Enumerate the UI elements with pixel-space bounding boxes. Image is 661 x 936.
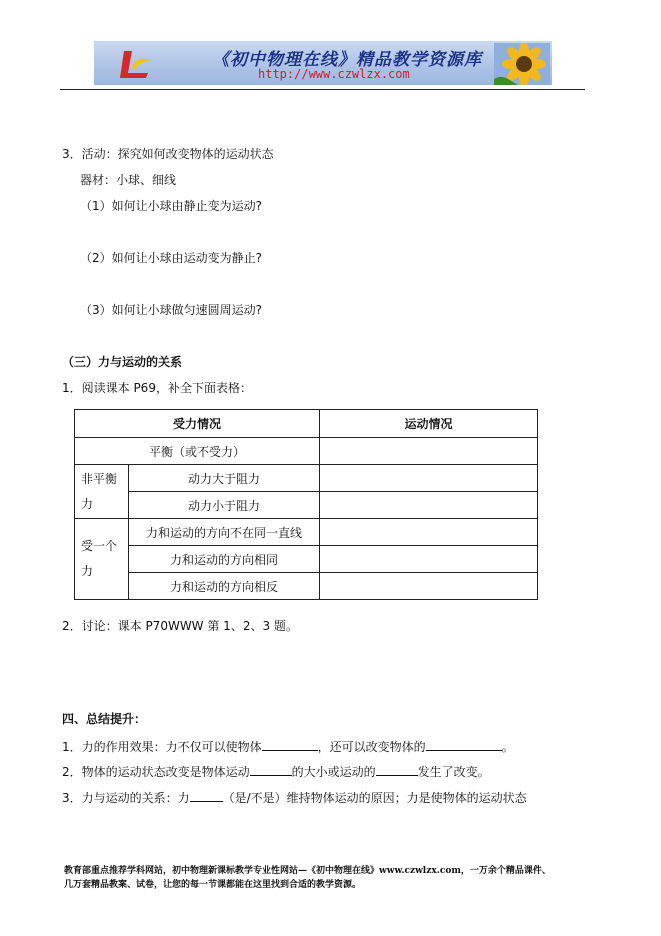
footer-line-2: 几万套精品教案、试卷，让您的每一节课都能在这里找到合适的教学资源。 (64, 880, 362, 890)
activity-question-3: （3）如何让小球做匀速圆周运动? (80, 303, 263, 317)
blank-field[interactable] (376, 764, 418, 776)
blank-field[interactable] (190, 790, 223, 802)
site-logo-icon (118, 49, 152, 79)
banner-title: 《初中物理在线》精品教学资源库 (212, 50, 482, 70)
group-label-unbalanced: 非平衡力 (75, 465, 129, 519)
table-row (75, 465, 538, 492)
blank-field[interactable] (262, 739, 318, 751)
banner-url: http://www.czwlzx.com (258, 67, 410, 81)
answer-cell[interactable] (320, 519, 538, 546)
col-header-force: 受力情况 (75, 410, 320, 438)
summary-3-text-b: （是/不是）维持物体运动的原因；力是使物体的运动状态 (222, 791, 527, 805)
summary-line-2 (62, 764, 490, 779)
row-label-single-1: 力和运动的方向不在同一直线 (129, 519, 320, 546)
summary-3-text-a: 3．力与运动的关系：力 (62, 791, 190, 805)
section-title-summary: 四、总结提升： (62, 712, 147, 726)
section3-item-2: 2．讨论：课本 P70WWW 第 1、2、3 题。 (62, 619, 298, 633)
activity-heading: 3．活动：探究如何改变物体的运动状态 (62, 147, 274, 161)
answer-cell[interactable] (320, 492, 538, 519)
blank-field[interactable] (426, 739, 502, 751)
summary-1-text-a: 1．力的作用效果：力不仅可以使物体 (62, 740, 262, 754)
row-label-single-2: 力和运动的方向相同 (129, 546, 320, 573)
table-row (75, 492, 538, 519)
answer-cell[interactable] (320, 546, 538, 573)
row-label-unbalanced-2: 动力小于阻力 (129, 492, 320, 519)
summary-line-3 (62, 790, 527, 805)
table-row (75, 546, 538, 573)
row-label-single-3: 力和运动的方向相反 (129, 573, 320, 600)
row-label-unbalanced-1: 动力大于阻力 (129, 465, 320, 492)
answer-cell[interactable] (320, 438, 538, 465)
group-label-single-force: 受一个力 (75, 519, 129, 600)
header-rule (60, 89, 585, 90)
table-row (75, 438, 538, 465)
section-title-force-motion: （三）力与运动的关系 (62, 355, 183, 369)
answer-cell[interactable] (320, 573, 538, 600)
sunflower-icon (494, 43, 550, 85)
activity-materials: 器材：小球、细线 (80, 173, 177, 187)
summary-2-text-b: 的大小或运动的 (291, 765, 376, 779)
section3-item-1: 1．阅读课本 P69，补全下面表格： (62, 381, 252, 395)
table-row (75, 573, 538, 600)
activity-question-2: （2）如何让小球由运动变为静止? (80, 251, 263, 265)
summary-2-text-c: 发生了改变。 (417, 765, 490, 779)
table-row (75, 519, 538, 546)
answer-cell[interactable] (320, 465, 538, 492)
force-motion-table (74, 409, 538, 600)
header-banner (94, 41, 552, 85)
blank-field[interactable] (250, 764, 292, 776)
summary-1-text-b: ，还可以改变物体的 (317, 740, 426, 754)
page-footer (64, 864, 604, 892)
col-header-motion: 运动情况 (320, 410, 538, 438)
activity-question-1: （1）如何让小球由静止变为运动? (80, 199, 263, 213)
footer-line-1: 教育部重点推荐学科网站，初中物理新课标教学专业性网站—《初中物理在线》www.czwlzx.com，一万余个精品课件、 (64, 866, 551, 876)
row-label-balanced: 平衡（或不受力） (75, 438, 320, 465)
summary-line-1 (62, 739, 514, 754)
table-header-row (75, 410, 538, 438)
summary-1-text-c: 。 (501, 740, 514, 754)
summary-2-text-a: 2．物体的运动状态改变是物体运动 (62, 765, 250, 779)
